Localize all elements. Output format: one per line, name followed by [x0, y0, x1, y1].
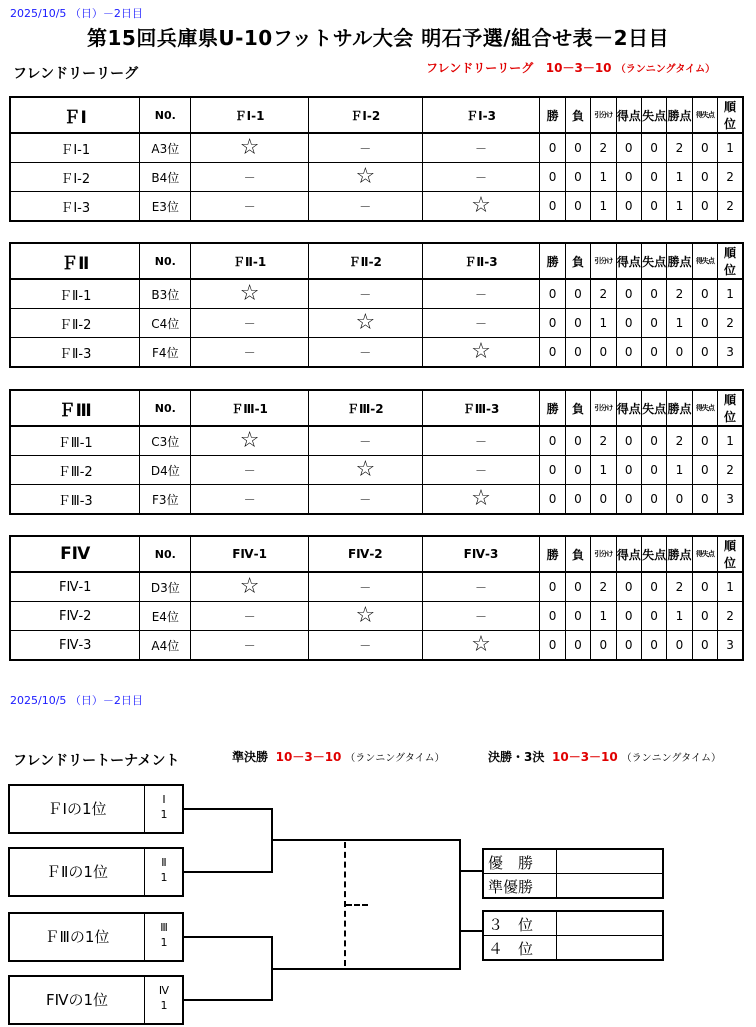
table-row [10, 163, 743, 192]
stat-draw: 0 [591, 631, 616, 661]
stat-loss: 0 [565, 309, 590, 338]
stat-win: 0 [540, 133, 565, 163]
stat-gf: 0 [616, 602, 641, 631]
column-header-opponent: FⅣ-2 [308, 536, 422, 572]
stat-win: 0 [540, 572, 565, 602]
column-header-opponent: ＦⅠ-2 [308, 97, 422, 133]
stat-gd: 0 [692, 133, 717, 163]
stat-pts: 1 [667, 602, 692, 631]
stat-gf: 0 [616, 192, 641, 222]
column-header-gd: 得失点 [692, 390, 717, 426]
stat-loss: 0 [565, 572, 590, 602]
stat-pts: 1 [667, 192, 692, 222]
column-header-pts: 勝点 [667, 536, 692, 572]
column-header-ga: 失点 [641, 97, 666, 133]
match-cell: － [422, 426, 540, 456]
stat-draw: 1 [591, 192, 616, 222]
final-note: （ランニングタイム） [621, 753, 721, 764]
stat-draw: 2 [591, 572, 616, 602]
stat-gf: 0 [616, 631, 641, 661]
stat-ga: 0 [641, 338, 666, 368]
table-row [10, 426, 743, 456]
stat-loss: 0 [565, 485, 590, 515]
result-label: 優 勝 [488, 854, 534, 872]
table-row [10, 456, 743, 485]
table-header-row [10, 243, 743, 279]
stat-rank: 1 [718, 572, 743, 602]
column-header-opponent: ＦⅡ-1 [191, 243, 309, 279]
column-header-win: 勝 [540, 97, 565, 133]
result-label: ３ 位 [488, 916, 534, 934]
column-header-gd: 得失点 [692, 97, 717, 133]
team-name: ＦⅡ-1 [10, 279, 140, 309]
column-header-opponent: ＦⅠ-3 [422, 97, 540, 133]
stat-gf: 0 [616, 426, 641, 456]
stat-gf: 0 [616, 572, 641, 602]
group-name: ＦⅡ [10, 243, 140, 279]
team-name: FⅣ-2 [10, 602, 140, 631]
stat-ga: 0 [641, 602, 666, 631]
stat-rank: 3 [718, 631, 743, 661]
match-cell: － [191, 602, 309, 631]
stat-gd: 0 [692, 602, 717, 631]
match-cell: － [191, 309, 309, 338]
entry-name: FⅣの1位 [45, 991, 108, 1009]
self-match-star: ☆ [422, 485, 540, 515]
column-header-draw: 引分け [591, 390, 616, 426]
self-match-star: ☆ [191, 279, 309, 309]
header-date: 2025/10/5 （日）－2日目 [10, 7, 143, 20]
self-match-star: ☆ [422, 338, 540, 368]
stat-rank: 2 [718, 163, 743, 192]
group-name: ＦⅢ [10, 390, 140, 426]
stat-ga: 0 [641, 426, 666, 456]
stat-win: 0 [540, 309, 565, 338]
match-cell: － [308, 338, 422, 368]
entry-name: ＦⅡの1位 [46, 863, 108, 881]
stat-ga: 0 [641, 485, 666, 515]
stat-draw: 1 [591, 309, 616, 338]
self-match-star: ☆ [308, 456, 422, 485]
column-header-opponent: FⅣ-1 [191, 536, 309, 572]
match-cell: － [191, 163, 309, 192]
stat-win: 0 [540, 192, 565, 222]
stat-draw: 0 [591, 485, 616, 515]
stat-draw: 2 [591, 133, 616, 163]
stat-gd: 0 [692, 456, 717, 485]
column-header-draw: 引分け [591, 243, 616, 279]
team-seed: E3位 [140, 192, 191, 222]
column-header-opponent: ＦⅡ-2 [308, 243, 422, 279]
match-cell: － [422, 163, 540, 192]
tournament-entry [8, 912, 184, 962]
column-header-loss: 負 [565, 243, 590, 279]
stat-win: 0 [540, 631, 565, 661]
stat-rank: 2 [718, 192, 743, 222]
table-header-row [10, 536, 743, 572]
stat-ga: 0 [641, 133, 666, 163]
table-row [10, 309, 743, 338]
league-rule-time: 10－3－10 [545, 61, 612, 75]
stat-rank: 2 [718, 456, 743, 485]
stat-gf: 0 [616, 279, 641, 309]
match-cell: － [191, 192, 309, 222]
entry-group: Ⅳ [158, 984, 170, 997]
self-match-star: ☆ [191, 572, 309, 602]
match-cell: － [422, 572, 540, 602]
match-cell: － [422, 456, 540, 485]
match-cell: － [422, 309, 540, 338]
stat-gf: 0 [616, 163, 641, 192]
league-table [9, 389, 744, 515]
team-name: ＦⅡ-2 [10, 309, 140, 338]
team-name: ＦⅢ-2 [10, 456, 140, 485]
tournament-entry [8, 847, 184, 897]
self-match-star: ☆ [308, 309, 422, 338]
self-match-star: ☆ [308, 163, 422, 192]
stat-gf: 0 [616, 133, 641, 163]
column-header-win: 勝 [540, 390, 565, 426]
team-seed: C4位 [140, 309, 191, 338]
semi-note: （ランニングタイム） [345, 753, 445, 764]
stat-gd: 0 [692, 309, 717, 338]
stat-pts: 0 [667, 338, 692, 368]
team-name: FⅣ-1 [10, 572, 140, 602]
stat-pts: 2 [667, 133, 692, 163]
column-header-rank: 順位 [718, 97, 743, 133]
stat-draw: 1 [591, 163, 616, 192]
column-header-opponent: ＦⅢ-3 [422, 390, 540, 426]
stat-gd: 0 [692, 631, 717, 661]
table-row [10, 572, 743, 602]
entry-name: ＦⅠの1位 [47, 800, 107, 818]
team-name: ＦⅢ-1 [10, 426, 140, 456]
entry-group: Ⅲ [160, 921, 168, 934]
team-name: ＦⅢ-3 [10, 485, 140, 515]
table-row [10, 192, 743, 222]
tournament-entry [8, 975, 184, 1025]
table-header-row [10, 97, 743, 133]
stat-rank: 3 [718, 338, 743, 368]
stat-win: 0 [540, 602, 565, 631]
tournament-date: 2025/10/5 （日）－2日目 [10, 694, 143, 707]
column-header-rank: 順位 [718, 390, 743, 426]
semi-label: 準決勝 [232, 750, 269, 764]
match-cell: － [308, 631, 422, 661]
table-row [10, 338, 743, 368]
stat-loss: 0 [565, 602, 590, 631]
column-header-draw: 引分け [591, 536, 616, 572]
table-row [10, 602, 743, 631]
column-header-gd: 得失点 [692, 536, 717, 572]
result-label: 準優勝 [488, 878, 534, 896]
team-seed: B4位 [140, 163, 191, 192]
stat-loss: 0 [565, 338, 590, 368]
stat-rank: 1 [718, 426, 743, 456]
column-header-pts: 勝点 [667, 97, 692, 133]
table-row [10, 631, 743, 661]
semi-time: 10－3－10 [275, 750, 342, 764]
stat-gd: 0 [692, 192, 717, 222]
stat-gd: 0 [692, 279, 717, 309]
final-time: 10－3－10 [552, 750, 618, 764]
stat-ga: 0 [641, 279, 666, 309]
stat-pts: 2 [667, 426, 692, 456]
final-rule [488, 748, 721, 765]
stat-ga: 0 [641, 192, 666, 222]
group-name: ＦⅠ [10, 97, 140, 133]
semi-rule [232, 748, 445, 765]
column-header-opponent: ＦⅠ-1 [191, 97, 309, 133]
stat-pts: 2 [667, 572, 692, 602]
table-row [10, 133, 743, 163]
match-cell: － [422, 602, 540, 631]
column-header-no: N0. [140, 390, 191, 426]
column-header-win: 勝 [540, 243, 565, 279]
stat-win: 0 [540, 426, 565, 456]
result-row [484, 874, 662, 897]
stat-gf: 0 [616, 456, 641, 485]
entry-seed [144, 977, 183, 1023]
column-header-pts: 勝点 [667, 243, 692, 279]
team-seed: A4位 [140, 631, 191, 661]
column-header-loss: 負 [565, 390, 590, 426]
column-header-draw: 引分け [591, 97, 616, 133]
stat-loss: 0 [565, 163, 590, 192]
entry-rank: 1 [160, 871, 168, 884]
stat-ga: 0 [641, 163, 666, 192]
match-cell: － [191, 338, 309, 368]
stat-pts: 1 [667, 309, 692, 338]
column-header-no: N0. [140, 243, 191, 279]
league-table [9, 96, 744, 222]
stat-loss: 0 [565, 631, 590, 661]
match-cell: － [191, 485, 309, 515]
result-row [484, 912, 662, 936]
self-match-star: ☆ [422, 631, 540, 661]
match-cell: － [308, 133, 422, 163]
table-header-row [10, 390, 743, 426]
stat-gf: 0 [616, 309, 641, 338]
column-header-opponent: ＦⅢ-2 [308, 390, 422, 426]
match-cell: － [422, 133, 540, 163]
team-name: ＦⅠ-3 [10, 192, 140, 222]
stat-loss: 0 [565, 133, 590, 163]
team-seed: E4位 [140, 602, 191, 631]
stat-ga: 0 [641, 631, 666, 661]
stat-ga: 0 [641, 309, 666, 338]
league-label: フレンドリーリーグ [13, 66, 139, 82]
team-seed: F4位 [140, 338, 191, 368]
stat-gf: 0 [616, 485, 641, 515]
column-header-ga: 失点 [641, 243, 666, 279]
stat-pts: 1 [667, 163, 692, 192]
result-row [484, 936, 662, 959]
team-name: FⅣ-3 [10, 631, 140, 661]
league-table [9, 242, 744, 368]
stat-rank: 2 [718, 602, 743, 631]
match-cell: － [308, 485, 422, 515]
stat-gd: 0 [692, 426, 717, 456]
self-match-star: ☆ [308, 602, 422, 631]
stat-pts: 0 [667, 631, 692, 661]
self-match-star: ☆ [422, 192, 540, 222]
league-rule [426, 59, 715, 76]
league-rule-note: （ランニングタイム） [615, 64, 716, 75]
page-title: 第15回兵庫県U-10フットサル大会 明石予選/組合せ表－2日目 [87, 26, 669, 50]
team-seed: A3位 [140, 133, 191, 163]
column-header-ga: 失点 [641, 390, 666, 426]
stat-win: 0 [540, 456, 565, 485]
stat-rank: 2 [718, 309, 743, 338]
group-name: FⅣ [10, 536, 140, 572]
entry-rank: 1 [160, 808, 168, 821]
stat-gd: 0 [692, 338, 717, 368]
results-bottom [482, 910, 664, 961]
stat-loss: 0 [565, 279, 590, 309]
team-name: ＦⅡ-3 [10, 338, 140, 368]
stat-pts: 1 [667, 456, 692, 485]
stat-pts: 2 [667, 279, 692, 309]
stat-draw: 2 [591, 426, 616, 456]
stat-win: 0 [540, 279, 565, 309]
column-header-no: N0. [140, 97, 191, 133]
stat-draw: 1 [591, 602, 616, 631]
stat-gd: 0 [692, 572, 717, 602]
column-header-loss: 負 [565, 536, 590, 572]
column-header-gf: 得点 [616, 243, 641, 279]
self-match-star: ☆ [191, 133, 309, 163]
tournament-entry [8, 784, 184, 834]
stat-gf: 0 [616, 338, 641, 368]
stat-rank: 1 [718, 133, 743, 163]
stat-loss: 0 [565, 192, 590, 222]
stat-ga: 0 [641, 456, 666, 485]
column-header-pts: 勝点 [667, 390, 692, 426]
result-label: ４ 位 [488, 940, 534, 958]
column-header-opponent: FⅣ-3 [422, 536, 540, 572]
table-row [10, 485, 743, 515]
match-cell: － [308, 279, 422, 309]
column-header-win: 勝 [540, 536, 565, 572]
match-cell: － [422, 279, 540, 309]
match-cell: － [191, 631, 309, 661]
column-header-rank: 順位 [718, 243, 743, 279]
stat-ga: 0 [641, 572, 666, 602]
team-seed: F3位 [140, 485, 191, 515]
column-header-ga: 失点 [641, 536, 666, 572]
column-header-rank: 順位 [718, 536, 743, 572]
stat-pts: 0 [667, 485, 692, 515]
column-header-gf: 得点 [616, 97, 641, 133]
column-header-opponent: ＦⅢ-1 [191, 390, 309, 426]
match-cell: － [308, 426, 422, 456]
entry-group: Ⅰ [162, 793, 166, 806]
entry-rank: 1 [160, 936, 168, 949]
stat-gd: 0 [692, 485, 717, 515]
result-row [484, 850, 662, 874]
entry-seed [144, 914, 183, 960]
column-header-opponent: ＦⅡ-3 [422, 243, 540, 279]
team-seed: B3位 [140, 279, 191, 309]
league-rule-label: フレンドリーリーグ [426, 61, 534, 75]
team-name: ＦⅠ-2 [10, 163, 140, 192]
stat-rank: 1 [718, 279, 743, 309]
table-row [10, 279, 743, 309]
stat-draw: 2 [591, 279, 616, 309]
stat-loss: 0 [565, 456, 590, 485]
entry-seed [144, 786, 183, 832]
results-top [482, 848, 664, 899]
stat-win: 0 [540, 163, 565, 192]
column-header-gf: 得点 [616, 536, 641, 572]
stat-gd: 0 [692, 163, 717, 192]
team-seed: C3位 [140, 426, 191, 456]
stat-loss: 0 [565, 426, 590, 456]
team-name: ＦⅠ-1 [10, 133, 140, 163]
tournament-label: フレンドリートーナメント [13, 753, 180, 769]
stat-rank: 3 [718, 485, 743, 515]
column-header-gf: 得点 [616, 390, 641, 426]
entry-group: Ⅱ [161, 856, 167, 869]
column-header-loss: 負 [565, 97, 590, 133]
self-match-star: ☆ [191, 426, 309, 456]
entry-seed [144, 849, 183, 895]
team-seed: D3位 [140, 572, 191, 602]
stat-draw: 1 [591, 456, 616, 485]
column-header-gd: 得失点 [692, 243, 717, 279]
stat-draw: 0 [591, 338, 616, 368]
entry-name: ＦⅢの1位 [44, 928, 110, 946]
team-seed: D4位 [140, 456, 191, 485]
stat-win: 0 [540, 485, 565, 515]
league-table [9, 535, 744, 661]
column-header-no: N0. [140, 536, 191, 572]
entry-rank: 1 [160, 999, 168, 1012]
final-label: 決勝・3決 [488, 750, 545, 764]
match-cell: － [308, 572, 422, 602]
match-cell: － [191, 456, 309, 485]
stat-win: 0 [540, 338, 565, 368]
match-cell: － [308, 192, 422, 222]
